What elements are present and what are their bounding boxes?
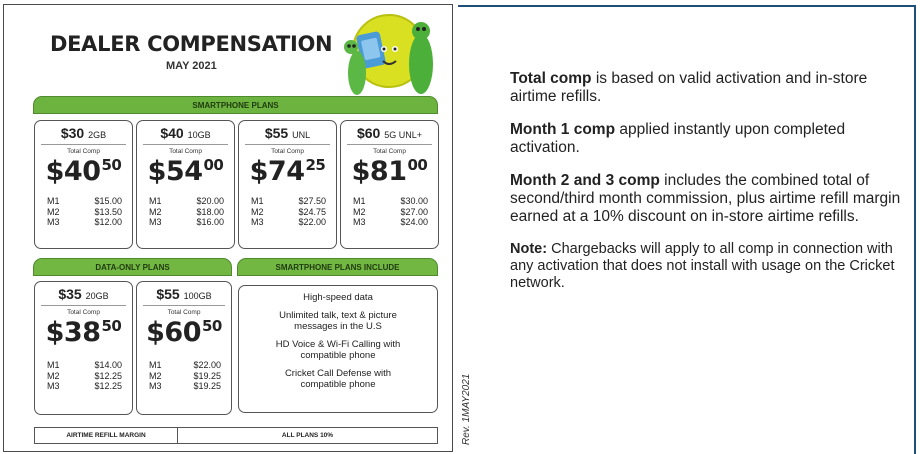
note-total-comp: Total comp is based on valid activation and in-store airtime refills. [510, 70, 868, 105]
plan-card-30: $30 2GB Total Comp $\$40^{50}$ M1 $15.00 M2 $13.50 M3 $12.00 [34, 120, 133, 249]
note-month-2-3: Month 2 and 3 comp includes the combined total of second/third month commission, plus airtime refill margin earned at a 10% discount on in-store airtime refills. [510, 172, 901, 225]
revision-label: Rev. 1MAY2021 [461, 373, 472, 445]
airtime-refill-footer [34, 427, 438, 444]
compensation-flyer [3, 4, 472, 452]
smartphone-plans-band: SMARTPHONE PLANS [33, 96, 438, 114]
data-plan-card-55: $55 100GB Total Comp $\$60^{50}$ M1 $22.00 M2 $19.25 M3 $19.25 [136, 281, 232, 415]
frame-top-line [458, 5, 916, 7]
flyer-title: DEALER COMPENSATION [50, 32, 333, 56]
notes-panel [510, 70, 905, 307]
frame-right-line [914, 5, 916, 454]
plan-card-60: $60 5G UNL+ Total Comp $\$81^{00}$ M1 $30.00 M2 $27.00 M3 $24.00 [340, 120, 439, 249]
data-only-plans-band: DATA-ONLY PLANS [33, 258, 232, 276]
include-item: HD Voice & Wi-Fi Calling with compatible phone [275, 339, 401, 361]
data-plan-card-35: $35 20GB Total Comp $\$38^{50}$ M1 $14.00 M2 $12.25 M3 $12.25 [34, 281, 133, 415]
note-month-1: Month 1 comp applied instantly upon completed activation. [510, 121, 846, 156]
footer-right-label: ALL PLANS 10% [281, 432, 334, 439]
smartphone-includes-band: SMARTPHONE PLANS INCLUDE [237, 258, 438, 276]
include-item: Unlimited talk, text & picture messages in the U.S [279, 310, 397, 332]
plan-includes-list [238, 285, 438, 413]
flyer-subtitle: MAY 2021 [166, 60, 217, 72]
footer-left-label: AIRTIME REFILL MARGIN [35, 428, 178, 443]
include-item: High-speed data [303, 292, 373, 303]
plan-card-40: $40 10GB Total Comp $\$54^{00}$ M1 $20.00 M2 $18.00 M3 $16.00 [136, 120, 235, 249]
plan-card-55: $55 UNL Total Comp $\$74^{25}$ M1 $27.50 M2 $24.75 M3 $22.00 [238, 120, 337, 249]
include-item: Cricket Call Defense with compatible phone [284, 368, 392, 390]
cricket-mascot-icon [329, 9, 439, 101]
note-chargebacks: Note: Chargebacks will apply to all comp in connection with any activation that does not install with usage on the Cricket network. [510, 241, 895, 291]
